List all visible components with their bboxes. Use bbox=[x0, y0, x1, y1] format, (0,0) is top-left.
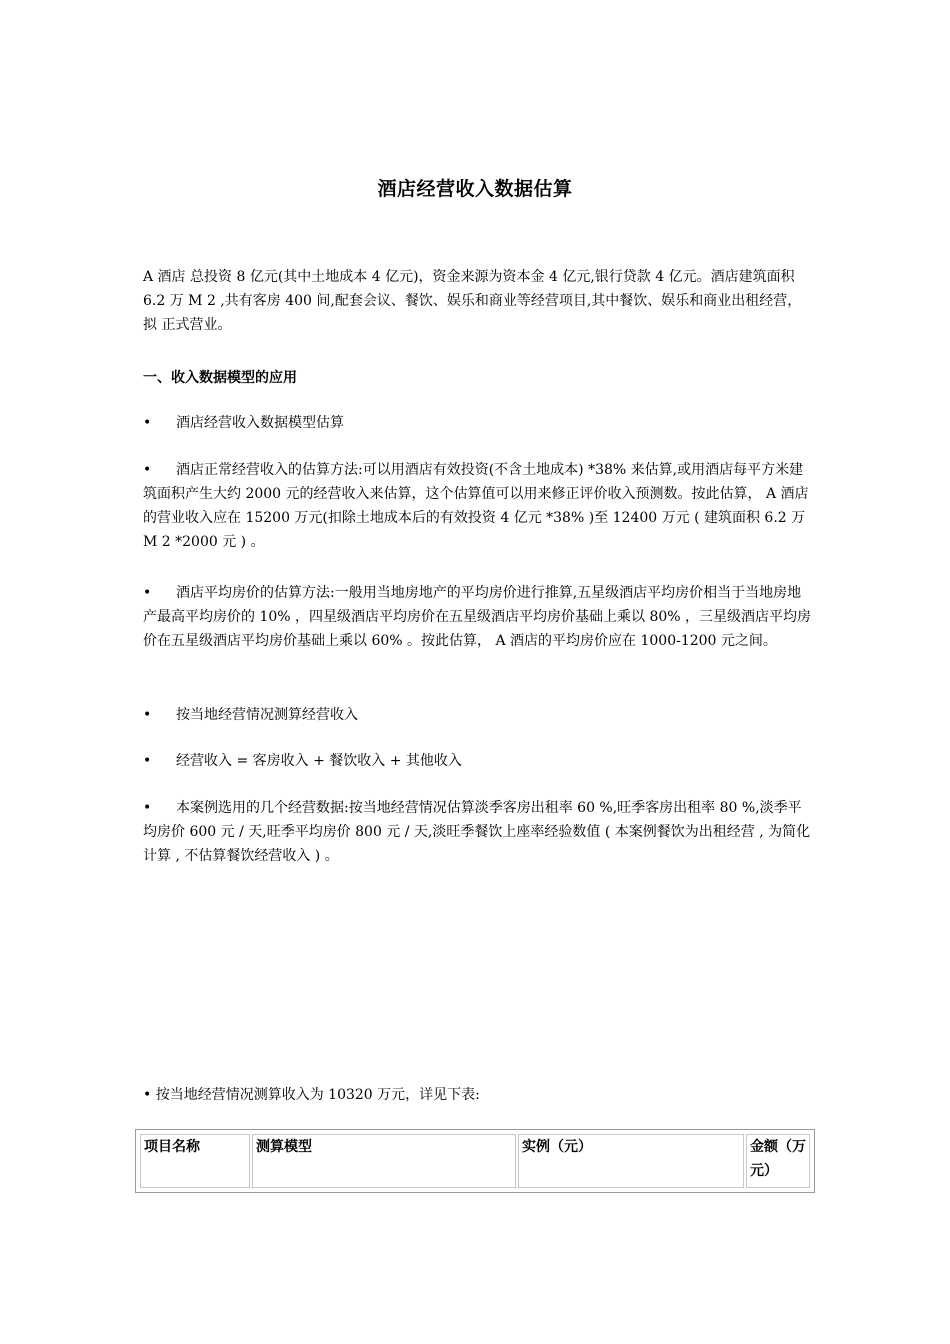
bullet-text: 经营收入 = 客房收入 + 餐饮收入 + 其他收入 bbox=[176, 753, 462, 769]
bullet-text: 酒店经营收入数据模型估算 bbox=[176, 415, 344, 431]
revenue-table bbox=[135, 1129, 815, 1193]
bullet-item bbox=[143, 411, 813, 435]
table-header-cell: 测算模型 bbox=[252, 1134, 516, 1188]
bullet-text: 酒店正常经营收入的估算方法:可以用酒店有效投资(不含土地成本) *38% 来估算,或用酒店每平方米建筑面积产生大约 2000 元的经营收入来估算，这个估算值可以用来修正评价收入预测数。按此估算， A 酒店的营业收入应在 15200 万元(扣除土地成本后的有效投资 4 亿元 *38% )至 12400 万元 ( 建筑面积 6.2 万 M 2 *2000 元 ) 。 bbox=[143, 462, 809, 550]
table-header-row bbox=[140, 1134, 810, 1188]
table-header-cell: 金额（万元） bbox=[746, 1134, 810, 1188]
bullet-text: 酒店平均房价的估算方法:一般用当地房地产的平均房价进行推算,五星级酒店平均房价相当于当地房地产最高平均房价的 10% ，四星级酒店平均房价在五星级酒店平均房价基础上乘以 80% ，三星级酒店平均房价在五星级酒店平均房价基础上乘以 60% 。按此估算， A 酒店的平均房价应在 1000-1200 元之间。 bbox=[143, 585, 812, 649]
bullet-text: 按当地经营情况测算经营收入 bbox=[176, 707, 358, 723]
bullet-symbol: • bbox=[143, 585, 152, 601]
bullet-text: 本案例选用的几个经营数据:按当地经营情况估算淡季客房出租率 60 %,旺季客房出租率 80 %,淡季平均房价 600 元 / 天,旺季平均房价 800 元 / 天,淡旺季餐饮上座率经验数值 ( 本案例餐饮为出租经营 , 为简化计算 , 不估算餐饮经营收入 ) 。 bbox=[143, 800, 811, 864]
intro-paragraph: A 酒店 总投资 8 亿元(其中土地成本 4 亿元)，资金来源为资本金 4 亿元,银行贷款 4 亿元。酒店建筑面积 6.2 万 M 2 ,共有客房 400 间,配套会议、餐饮、娱乐和商业等经营项目,其中餐饮、娱乐和商业出租经营， 拟 正式营业。 bbox=[143, 269, 806, 333]
bullet-item bbox=[143, 749, 813, 773]
table-header-cell: 实例（元） bbox=[518, 1134, 744, 1188]
bullet-item bbox=[143, 796, 813, 868]
bullet-symbol: • bbox=[143, 462, 152, 478]
page-title: 酒店经营收入数据估算 bbox=[377, 178, 573, 200]
bullet-symbol: • bbox=[143, 707, 152, 723]
bullet-symbol: • bbox=[143, 800, 152, 816]
table-intro: • 按当地经营情况测算收入为 10320 万元，详见下表: bbox=[143, 1087, 480, 1103]
bullet-symbol: • bbox=[143, 753, 152, 769]
section-heading: 一、收入数据模型的应用 bbox=[143, 370, 297, 386]
bullet-symbol: • bbox=[143, 415, 152, 431]
bullet-item bbox=[143, 458, 813, 554]
bullet-item bbox=[143, 581, 813, 653]
table-header-cell: 项目名称 bbox=[140, 1134, 250, 1188]
bullet-item bbox=[143, 703, 813, 727]
